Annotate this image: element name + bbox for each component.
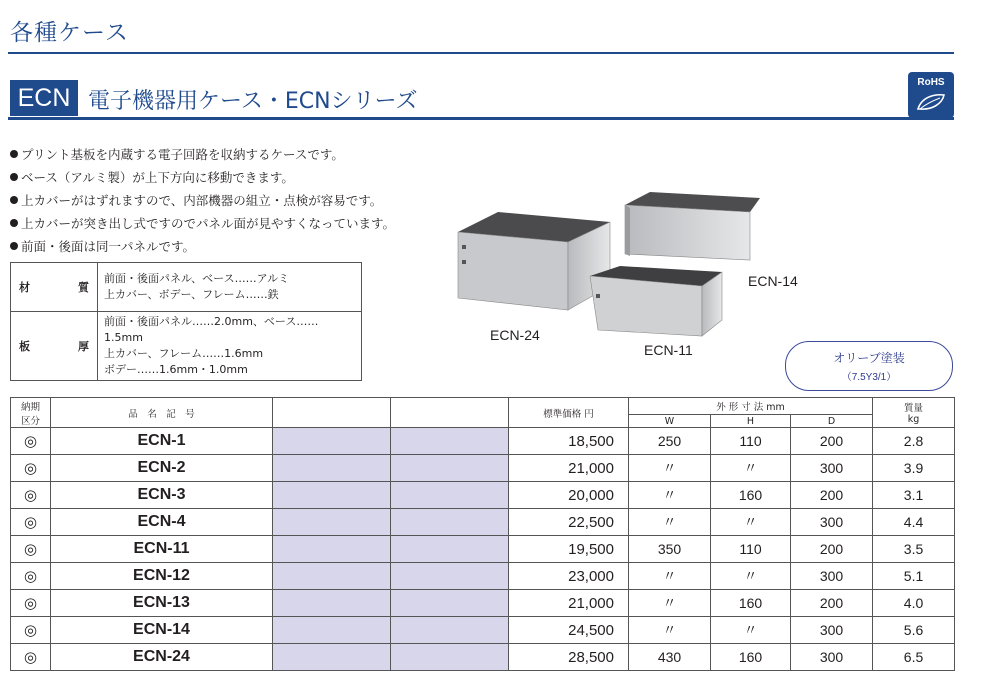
paint-code: （7.5Y3/1） <box>841 372 897 383</box>
table-row <box>11 617 955 644</box>
depth-cell: 200 <box>791 482 873 509</box>
feature-item: ベース（アルミ製）が上下方向に移動できます。 <box>10 168 294 186</box>
width-cell: 〃 <box>629 563 711 590</box>
model-cell: ECN-11 <box>51 536 273 563</box>
table-row <box>11 563 955 590</box>
series-code-badge: ECN <box>10 80 78 116</box>
width-cell: 350 <box>629 536 711 563</box>
height-cell: 〃 <box>711 509 791 536</box>
bullet-icon <box>10 173 18 181</box>
model-cell: ECN-13 <box>51 590 273 617</box>
feature-item: 上カバーが突き出し式ですのでパネル面が見やすくなっています。 <box>10 214 395 232</box>
header-model: 品 名 記 号 <box>51 398 273 428</box>
height-cell: 160 <box>711 644 791 671</box>
bullet-icon <box>10 219 18 227</box>
model-cell: ECN-2 <box>51 455 273 482</box>
blank-cell <box>391 455 509 482</box>
rohs-badge <box>908 72 954 118</box>
depth-cell: 200 <box>791 428 873 455</box>
model-cell: ECN-24 <box>51 644 273 671</box>
table-row <box>11 590 955 617</box>
price-table-body <box>11 428 955 671</box>
blank-cell <box>273 590 391 617</box>
blank-cell <box>391 509 509 536</box>
depth-cell: 300 <box>791 644 873 671</box>
delivery-cell: ◎ <box>11 590 51 617</box>
case-product-photo <box>450 190 770 350</box>
price-cell: 28,500 <box>509 644 629 671</box>
case-label-ecn24: ECN-24 <box>490 327 540 343</box>
mass-cell: 4.0 <box>873 590 955 617</box>
spec-value-material: 前面・後面パネル、ベース……アルミ 上カバー、ボデー、フレーム……鉄 <box>98 263 362 312</box>
header-w: W <box>629 415 711 428</box>
feature-item: 上カバーがはずれますので、内部機器の組立・点検が容易です。 <box>10 191 382 209</box>
price-cell: 18,500 <box>509 428 629 455</box>
case-label-ecn14: ECN-14 <box>748 273 798 289</box>
width-cell: 〃 <box>629 590 711 617</box>
blank-cell <box>273 563 391 590</box>
price-cell: 21,000 <box>509 455 629 482</box>
feature-item: 前面・後面は同一パネルです。 <box>10 237 195 255</box>
delivery-cell: ◎ <box>11 644 51 671</box>
header-delivery: 納期 区分 <box>11 398 51 428</box>
title-divider <box>8 52 954 54</box>
depth-cell: 300 <box>791 563 873 590</box>
model-cell: ECN-4 <box>51 509 273 536</box>
price-table <box>10 397 955 671</box>
width-cell: 〃 <box>629 455 711 482</box>
delivery-cell: ◎ <box>11 563 51 590</box>
delivery-cell: ◎ <box>11 536 51 563</box>
depth-cell: 300 <box>791 617 873 644</box>
height-cell: 160 <box>711 482 791 509</box>
delivery-cell: ◎ <box>11 482 51 509</box>
header-d: D <box>791 415 873 428</box>
blank-cell <box>391 482 509 509</box>
height-cell: 〃 <box>711 563 791 590</box>
case-label-ecn11: ECN-11 <box>644 342 693 358</box>
bullet-icon <box>10 150 18 158</box>
mass-cell: 3.1 <box>873 482 955 509</box>
paint-name: オリーブ塗装 <box>833 351 905 365</box>
leaf-icon <box>916 92 946 112</box>
model-cell: ECN-14 <box>51 617 273 644</box>
feature-item: プリント基板を内蔵する電子回路を収納するケースです。 <box>10 145 344 163</box>
header-h: H <box>711 415 791 428</box>
depth-cell: 200 <box>791 590 873 617</box>
model-cell: ECN-1 <box>51 428 273 455</box>
width-cell: 〃 <box>629 617 711 644</box>
spec-value-thickness: 前面・後面パネル……2.0mm、ベース……1.5mm 上カバー、フレーム……1.6mm ボデー……1.6mm・1.0mm <box>98 312 362 381</box>
blank-cell <box>273 509 391 536</box>
table-row <box>11 509 955 536</box>
width-cell: 250 <box>629 428 711 455</box>
blank-cell <box>273 482 391 509</box>
spec-header-material: 材 質 <box>11 263 98 312</box>
width-cell: 〃 <box>629 509 711 536</box>
model-cell: ECN-12 <box>51 563 273 590</box>
mass-cell: 3.5 <box>873 536 955 563</box>
series-divider <box>8 117 954 120</box>
header-dims: 外 形 寸 法 mm <box>629 398 873 415</box>
height-cell: 〃 <box>711 455 791 482</box>
table-row <box>11 482 955 509</box>
blank-cell <box>391 536 509 563</box>
header-blank-2 <box>391 398 509 428</box>
depth-cell: 300 <box>791 509 873 536</box>
delivery-cell: ◎ <box>11 509 51 536</box>
bullet-icon <box>10 196 18 204</box>
table-row <box>11 455 955 482</box>
spec-table <box>10 262 362 381</box>
price-cell: 21,000 <box>509 590 629 617</box>
depth-cell: 300 <box>791 455 873 482</box>
blank-cell <box>391 617 509 644</box>
table-row <box>11 644 955 671</box>
mass-cell: 3.9 <box>873 455 955 482</box>
price-cell: 23,000 <box>509 563 629 590</box>
blank-cell <box>391 590 509 617</box>
height-cell: 110 <box>711 536 791 563</box>
model-cell: ECN-3 <box>51 482 273 509</box>
rohs-label: RoHS <box>917 77 945 88</box>
mass-cell: 6.5 <box>873 644 955 671</box>
table-row <box>11 428 955 455</box>
table-row <box>11 536 955 563</box>
blank-cell <box>391 563 509 590</box>
price-cell: 19,500 <box>509 536 629 563</box>
width-cell: 430 <box>629 644 711 671</box>
blank-cell <box>273 455 391 482</box>
price-cell: 24,500 <box>509 617 629 644</box>
mass-cell: 2.8 <box>873 428 955 455</box>
page-title: 各種ケース <box>10 20 129 46</box>
blank-cell <box>391 644 509 671</box>
height-cell: 〃 <box>711 617 791 644</box>
series-title: 電子機器用ケース・ECNシリーズ <box>88 89 418 114</box>
delivery-cell: ◎ <box>11 617 51 644</box>
mass-cell: 4.4 <box>873 509 955 536</box>
blank-cell <box>273 617 391 644</box>
bullet-icon <box>10 242 18 250</box>
header-mass: 質量 kg <box>873 398 955 428</box>
delivery-cell: ◎ <box>11 428 51 455</box>
delivery-cell: ◎ <box>11 455 51 482</box>
mass-cell: 5.1 <box>873 563 955 590</box>
price-cell: 20,000 <box>509 482 629 509</box>
paint-badge <box>785 341 953 391</box>
spec-header-thickness: 板 厚 <box>11 312 98 381</box>
blank-cell <box>391 428 509 455</box>
blank-cell <box>273 644 391 671</box>
header-price: 標準価格 円 <box>509 398 629 428</box>
blank-cell <box>273 536 391 563</box>
height-cell: 160 <box>711 590 791 617</box>
blank-cell <box>273 428 391 455</box>
header-blank-1 <box>273 398 391 428</box>
mass-cell: 5.6 <box>873 617 955 644</box>
height-cell: 110 <box>711 428 791 455</box>
price-cell: 22,500 <box>509 509 629 536</box>
width-cell: 〃 <box>629 482 711 509</box>
depth-cell: 200 <box>791 536 873 563</box>
